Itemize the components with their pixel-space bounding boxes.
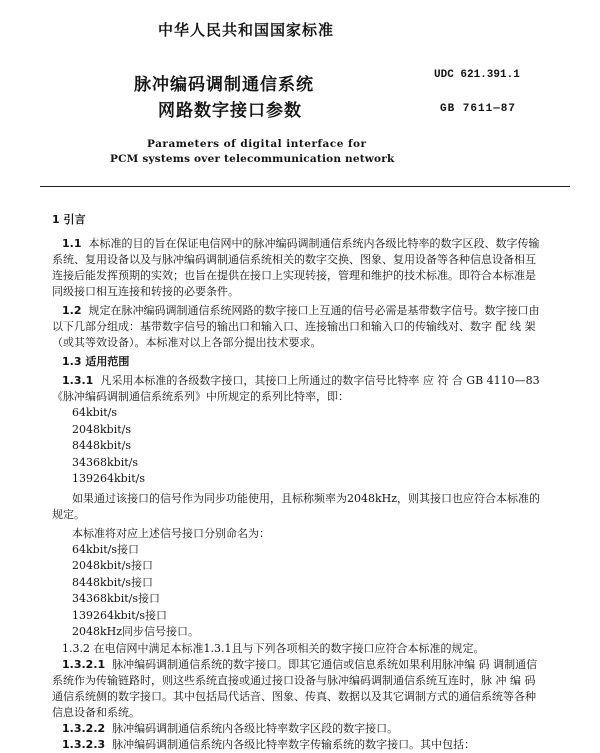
bit-rate-item: 64kbit/s [72, 406, 117, 419]
clause-text: 脉冲编码调制通信系统的数字接口。即其它通信或信息系统如果利用脉冲编 码 调制通信 [112, 657, 538, 671]
sync-note-line: 如果通过该接口的信号作为同步功能使用，且标称频率为2048kHz，则其接口也应符合本标准的 [72, 491, 541, 505]
document-body [52, 212, 552, 753]
clause-1-2-line: 以下几部分组成：基带数字信号的输出口和输入口、连接输出口和输入口的传输线对、数字 配 线 架 [52, 320, 536, 333]
clause-1-3-1-line: 《脉冲编码调制通信系统系列》中所规定的系列比特率，即： [52, 390, 349, 403]
section-1-heading: 1 引言 [52, 213, 86, 226]
clause-1-2-line: （或其等效设备）。本标准对以上各部分提出技术要求。 [52, 336, 322, 349]
clause-1-1-line [52, 236, 552, 252]
document-title-line-1: 脉冲编码调制通信系统 [134, 75, 314, 95]
clause-number: 1.1 [62, 237, 82, 250]
clause-text: 脉冲编码调制通信系统内各级比特率数字传输系统的数字接口。其中包括： [112, 737, 476, 751]
clause-1-1-line: 连接后能发挥预期的实效；也旨在提供在接口上实现转接，管理和维护的技术标准。即符合本标准是 [52, 269, 536, 282]
clause-1-3-2-1-line: 系统作为传输链路时，则这些系统直接或通过接口设备与脉冲编码调制通信系统互连时，脉 冲 编 码 [52, 673, 536, 687]
clause-number: 1.3.2.2 [62, 721, 106, 735]
clause-text: 本标准的目的旨在保证电信网中的脉冲编码调制通信系统内各级比特率的数字区段、数字传输 [88, 237, 540, 250]
interface-item: 34368kbit/s接口 [72, 592, 160, 605]
bit-rate-item: 2048kbit/s [72, 422, 131, 436]
english-title-line-1: Parameters of digital interface for [147, 138, 367, 150]
clause-1-3-2-3 [52, 737, 552, 753]
clause-1-3-2: 1.3.2 在电信网中满足本标准1.3.1且与下列各项相关的数字接口应符合本标准的规定。 [62, 641, 485, 655]
clause-1-3-2-1-line [52, 657, 552, 673]
clause-1-3-2-1-line: 信息设备和系统。 [52, 705, 140, 719]
header-divider [40, 186, 570, 187]
clause-1-3-2-1-line: 通信系统侧的数字接口。其中包括局代话音、图象、传真、数据以及其它调制方式的通信系统等各种 [52, 689, 536, 703]
clause-1-1-line: 系统、复用设备以及与脉冲编码调制通信系统相关的数字交换、图象、复用设备等各种信息设备相互 [52, 253, 536, 266]
interface-item: 8448kbit/s接口 [72, 575, 153, 589]
interface-item: 2048kbit/s接口 [72, 559, 153, 572]
interface-name-list [52, 542, 552, 641]
bit-rate-list [52, 405, 552, 488]
clause-1-3-1-line [52, 373, 552, 389]
clause-number: 1.3.1 [62, 374, 94, 387]
interface-item: 139264kbit/s接口 [72, 608, 167, 622]
clause-1-1-line: 同级接口相互连接和转接的必要条件。 [52, 285, 239, 298]
bit-rate-item: 139264kbit/s [72, 472, 145, 485]
gb-standard-number: GB 7611—87 [440, 103, 517, 115]
bit-rate-item: 34368kbit/s [72, 455, 138, 469]
clause-1-3-heading: 1.3 适用范围 [62, 355, 130, 368]
sync-note-line: 规定。 [52, 507, 85, 521]
clause-number: 1.3.2.1 [62, 657, 106, 671]
national-standard-title: 中华人民共和国国家标准 [158, 21, 335, 39]
interface-item: 2048kHz同步信号接口。 [72, 625, 200, 638]
document-title-line-2: 网路数字接口参数 [158, 101, 302, 121]
clause-text: 规定在脉冲编码调制通信系统网路的数字接口上互通的信号必需是基带数字信号。数字接口由 [88, 304, 540, 317]
clause-1-3-2-2 [52, 721, 552, 737]
interface-item: 64kbit/s接口 [72, 542, 139, 556]
clause-number: 1.3.2.3 [62, 737, 106, 751]
clause-number: 1.2 [62, 304, 82, 317]
clause-text: 脉冲编码调制通信系统内各级比特率数字区段的数字接口。 [112, 721, 399, 735]
clause-text: 凡采用本标准的各级数字接口，其接口上所通过的数字信号比特率 应 符 合 GB 4110—83 [100, 374, 540, 387]
udc-code: UDC 621.391.1 [434, 69, 520, 81]
naming-intro: 本标准将对应上述信号接口分别命名为： [72, 526, 270, 540]
clause-1-2-line [52, 303, 552, 319]
bit-rate-item: 8448kbit/s [72, 439, 131, 452]
english-title-line-2: PCM systems over telecommunication network [110, 153, 395, 165]
